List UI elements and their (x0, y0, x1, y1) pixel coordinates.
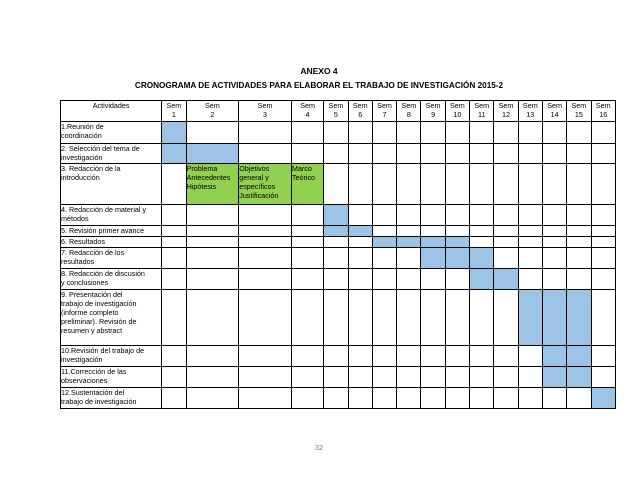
week-empty-cell (162, 290, 186, 346)
activity-label: 7. Redacción de los resultados (61, 248, 162, 269)
week-empty-cell (470, 144, 494, 164)
week-empty-cell (518, 122, 542, 144)
week-empty-cell (591, 290, 615, 346)
activity-label: 8. Redacción de discusión y conclusiones (61, 269, 162, 290)
schedule-body (61, 122, 616, 409)
week-empty-cell (162, 269, 186, 290)
week-empty-cell (518, 269, 542, 290)
week-empty-cell (518, 248, 542, 269)
week-empty-cell (421, 144, 445, 164)
schedule-title: CRONOGRAMA DE ACTIVIDADES PARA ELABORAR EL TRABAJO DE INVESTIGACIÓN 2015-2 (134, 81, 504, 90)
activity-label: 12.Sustentación del trabajo de investigación (61, 388, 162, 409)
week-empty-cell (162, 248, 186, 269)
week-empty-cell (186, 290, 239, 346)
activity-row (61, 388, 616, 409)
week-empty-cell (518, 205, 542, 226)
week-empty-cell (397, 269, 421, 290)
activity-row (61, 205, 616, 226)
week-empty-cell (470, 237, 494, 248)
week-empty-cell (445, 290, 469, 346)
week-empty-cell (372, 269, 396, 290)
week-empty-cell (397, 388, 421, 409)
activity-row (61, 346, 616, 367)
week-scheduled-cell (397, 237, 421, 248)
week-empty-cell (567, 269, 591, 290)
week-empty-cell (494, 237, 518, 248)
week-scheduled-cell (324, 226, 348, 237)
week-empty-cell (372, 346, 396, 367)
week-empty-cell (348, 248, 372, 269)
week-empty-cell (470, 388, 494, 409)
week-header: Sem 12 (494, 101, 518, 122)
week-empty-cell (470, 346, 494, 367)
activity-label: 3. Redacción de la introducción (61, 164, 162, 205)
week-empty-cell (239, 248, 292, 269)
week-header: Sem 1 (162, 101, 186, 122)
activity-label: 5. Revisión primer avance (61, 226, 162, 237)
week-empty-cell (567, 122, 591, 144)
week-empty-cell (348, 122, 372, 144)
week-empty-cell (494, 226, 518, 237)
week-empty-cell (591, 346, 615, 367)
week-empty-cell (348, 144, 372, 164)
week-note-cell: Problema Antecedentes Hipótesis (186, 164, 239, 205)
week-empty-cell (470, 205, 494, 226)
week-empty-cell (494, 367, 518, 388)
week-empty-cell (470, 122, 494, 144)
week-empty-cell (291, 388, 323, 409)
annex-title: ANEXO 4 (300, 66, 338, 76)
week-empty-cell (470, 226, 494, 237)
week-empty-cell (421, 205, 445, 226)
week-empty-cell (372, 226, 396, 237)
week-empty-cell (291, 269, 323, 290)
week-empty-cell (239, 144, 292, 164)
week-empty-cell (567, 226, 591, 237)
week-empty-cell (348, 164, 372, 205)
week-empty-cell (186, 237, 239, 248)
week-empty-cell (421, 346, 445, 367)
week-empty-cell (421, 388, 445, 409)
week-empty-cell (162, 237, 186, 248)
week-empty-cell (372, 388, 396, 409)
week-empty-cell (348, 290, 372, 346)
week-note-cell: Objetivos general y específicos Justificación (239, 164, 292, 205)
week-empty-cell (372, 290, 396, 346)
week-empty-cell (494, 388, 518, 409)
week-empty-cell (542, 388, 566, 409)
week-empty-cell (470, 290, 494, 346)
week-empty-cell (567, 205, 591, 226)
week-empty-cell (324, 164, 348, 205)
week-empty-cell (591, 248, 615, 269)
week-empty-cell (494, 346, 518, 367)
week-empty-cell (421, 367, 445, 388)
week-empty-cell (186, 122, 239, 144)
week-empty-cell (372, 164, 396, 205)
week-empty-cell (397, 226, 421, 237)
week-empty-cell (494, 122, 518, 144)
page-number: 32 (314, 443, 324, 452)
week-empty-cell (494, 248, 518, 269)
week-header: Sem 11 (470, 101, 494, 122)
week-empty-cell (518, 367, 542, 388)
week-empty-cell (518, 226, 542, 237)
week-empty-cell (518, 346, 542, 367)
week-empty-cell (397, 164, 421, 205)
week-empty-cell (397, 290, 421, 346)
week-empty-cell (591, 144, 615, 164)
activity-label: 9. Presentación del trabajo de investigación (informe completo preliminar). Revisión de resumen y abstract (61, 290, 162, 346)
activity-label: 4. Redacción de material y métodos (61, 205, 162, 226)
week-empty-cell (239, 226, 292, 237)
week-empty-cell (445, 226, 469, 237)
week-scheduled-cell (518, 290, 542, 346)
week-scheduled-cell (445, 248, 469, 269)
week-empty-cell (445, 367, 469, 388)
week-empty-cell (542, 269, 566, 290)
week-empty-cell (291, 367, 323, 388)
week-scheduled-cell (421, 248, 445, 269)
week-scheduled-cell (542, 346, 566, 367)
week-empty-cell (421, 269, 445, 290)
week-empty-cell (239, 205, 292, 226)
week-empty-cell (397, 367, 421, 388)
week-header: Sem 14 (542, 101, 566, 122)
week-empty-cell (542, 248, 566, 269)
week-empty-cell (372, 248, 396, 269)
week-empty-cell (421, 122, 445, 144)
week-empty-cell (567, 237, 591, 248)
week-empty-cell (162, 388, 186, 409)
activity-row (61, 226, 616, 237)
week-empty-cell (348, 269, 372, 290)
activity-row (61, 290, 616, 346)
week-empty-cell (494, 290, 518, 346)
week-header: Sem 16 (591, 101, 615, 122)
week-empty-cell (397, 144, 421, 164)
week-empty-cell (291, 248, 323, 269)
week-empty-cell (348, 388, 372, 409)
week-empty-cell (591, 164, 615, 205)
week-empty-cell (542, 237, 566, 248)
week-empty-cell (372, 144, 396, 164)
week-empty-cell (324, 122, 348, 144)
week-empty-cell (186, 205, 239, 226)
activity-row (61, 164, 616, 205)
week-empty-cell (324, 388, 348, 409)
activity-label: 1.Reunión de coordinación (61, 122, 162, 144)
week-empty-cell (186, 346, 239, 367)
week-scheduled-cell (470, 248, 494, 269)
week-empty-cell (542, 226, 566, 237)
week-empty-cell (324, 367, 348, 388)
week-header: Sem 3 (239, 101, 292, 122)
week-empty-cell (291, 290, 323, 346)
week-empty-cell (470, 164, 494, 205)
week-scheduled-cell (542, 290, 566, 346)
week-empty-cell (186, 269, 239, 290)
week-empty-cell (542, 144, 566, 164)
week-empty-cell (567, 164, 591, 205)
week-empty-cell (348, 237, 372, 248)
week-scheduled-cell (445, 237, 469, 248)
week-empty-cell (494, 144, 518, 164)
week-empty-cell (324, 290, 348, 346)
week-header: Sem 13 (518, 101, 542, 122)
week-empty-cell (518, 237, 542, 248)
week-empty-cell (291, 346, 323, 367)
week-empty-cell (397, 205, 421, 226)
week-empty-cell (324, 248, 348, 269)
week-empty-cell (372, 367, 396, 388)
week-empty-cell (348, 367, 372, 388)
week-empty-cell (291, 205, 323, 226)
week-empty-cell (591, 205, 615, 226)
week-empty-cell (494, 205, 518, 226)
week-empty-cell (291, 226, 323, 237)
week-empty-cell (397, 346, 421, 367)
week-empty-cell (445, 269, 469, 290)
week-empty-cell (445, 164, 469, 205)
week-empty-cell (291, 144, 323, 164)
week-scheduled-cell (162, 144, 186, 164)
week-empty-cell (186, 248, 239, 269)
week-header: Sem 6 (348, 101, 372, 122)
week-empty-cell (397, 248, 421, 269)
week-empty-cell (591, 226, 615, 237)
week-empty-cell (421, 226, 445, 237)
week-scheduled-cell (186, 144, 239, 164)
week-empty-cell (162, 367, 186, 388)
activity-label: 2. Selección del tema de investigación (61, 144, 162, 164)
week-empty-cell (324, 237, 348, 248)
week-header: Sem 8 (397, 101, 421, 122)
header-row (61, 101, 616, 122)
week-empty-cell (397, 122, 421, 144)
week-empty-cell (239, 346, 292, 367)
week-empty-cell (239, 269, 292, 290)
week-header: Sem 2 (186, 101, 239, 122)
activity-label: 6. Resultados (61, 237, 162, 248)
week-empty-cell (567, 388, 591, 409)
week-empty-cell (518, 388, 542, 409)
week-scheduled-cell (421, 237, 445, 248)
week-scheduled-cell (567, 346, 591, 367)
week-empty-cell (239, 388, 292, 409)
week-empty-cell (162, 346, 186, 367)
week-empty-cell (186, 388, 239, 409)
week-empty-cell (542, 122, 566, 144)
week-empty-cell (542, 205, 566, 226)
week-empty-cell (291, 237, 323, 248)
schedule-table (60, 100, 616, 409)
week-scheduled-cell (470, 269, 494, 290)
activity-row (61, 367, 616, 388)
week-scheduled-cell (542, 367, 566, 388)
week-empty-cell (591, 269, 615, 290)
week-empty-cell (348, 346, 372, 367)
week-scheduled-cell (324, 205, 348, 226)
week-header: Sem 7 (372, 101, 396, 122)
week-empty-cell (445, 144, 469, 164)
week-empty-cell (186, 226, 239, 237)
week-empty-cell (324, 269, 348, 290)
week-empty-cell (324, 346, 348, 367)
week-empty-cell (291, 122, 323, 144)
activity-row (61, 269, 616, 290)
week-empty-cell (591, 122, 615, 144)
week-header: Sem 4 (291, 101, 323, 122)
week-empty-cell (239, 367, 292, 388)
week-empty-cell (445, 122, 469, 144)
week-empty-cell (470, 367, 494, 388)
week-header: Sem 9 (421, 101, 445, 122)
week-empty-cell (372, 122, 396, 144)
activity-label: 11.Corrección de las observaciones (61, 367, 162, 388)
week-empty-cell (162, 205, 186, 226)
week-header: Sem 10 (445, 101, 469, 122)
week-scheduled-cell (591, 388, 615, 409)
week-empty-cell (542, 164, 566, 205)
week-empty-cell (591, 237, 615, 248)
week-scheduled-cell (162, 122, 186, 144)
week-empty-cell (421, 164, 445, 205)
activity-row (61, 248, 616, 269)
week-empty-cell (421, 290, 445, 346)
week-empty-cell (162, 226, 186, 237)
week-header: Sem 5 (324, 101, 348, 122)
week-empty-cell (372, 205, 396, 226)
week-empty-cell (518, 144, 542, 164)
week-empty-cell (494, 164, 518, 205)
week-empty-cell (445, 388, 469, 409)
week-empty-cell (324, 144, 348, 164)
week-empty-cell (162, 164, 186, 205)
activity-label: 10.Revisión del trabajo de investigación (61, 346, 162, 367)
activity-row (61, 237, 616, 248)
week-scheduled-cell (372, 237, 396, 248)
activity-row (61, 122, 616, 144)
week-empty-cell (591, 367, 615, 388)
week-empty-cell (567, 144, 591, 164)
week-empty-cell (445, 346, 469, 367)
week-empty-cell (186, 367, 239, 388)
week-scheduled-cell (567, 290, 591, 346)
week-empty-cell (567, 248, 591, 269)
week-empty-cell (239, 290, 292, 346)
week-scheduled-cell (567, 367, 591, 388)
week-note-cell: Marco Teórico (291, 164, 323, 205)
activity-row (61, 144, 616, 164)
week-empty-cell (518, 164, 542, 205)
week-empty-cell (348, 205, 372, 226)
week-scheduled-cell (494, 269, 518, 290)
week-empty-cell (239, 237, 292, 248)
activities-header: Actividades (61, 101, 162, 122)
week-header: Sem 15 (567, 101, 591, 122)
week-empty-cell (445, 205, 469, 226)
week-scheduled-cell (348, 226, 372, 237)
week-empty-cell (239, 122, 292, 144)
